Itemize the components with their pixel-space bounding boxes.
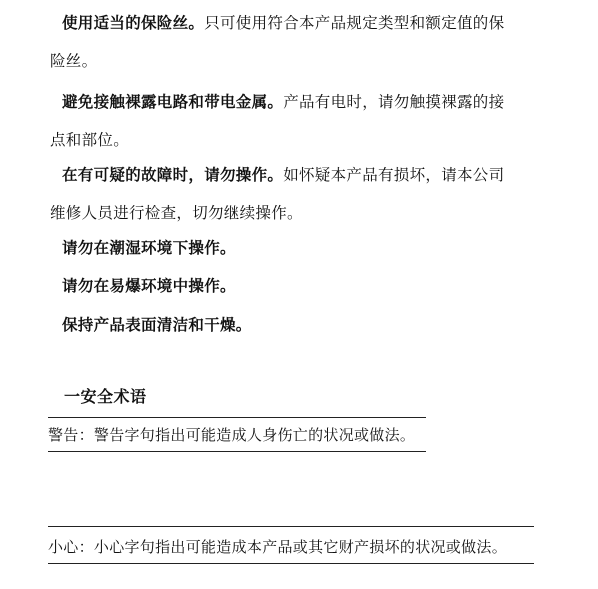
instruction-explosive-lead: 请勿在易爆环境中操作。	[62, 277, 236, 295]
instruction-suspected-fault	[50, 156, 550, 232]
instruction-clean-lead: 保持产品表面清洁和干燥。	[62, 316, 252, 334]
instruction-exposed-body: 产品有电时，请勿触摸裸露的接	[283, 93, 505, 111]
warning-term-text: 警告：警告字句指出可能造成人身伤亡的状况或做法。	[48, 426, 416, 444]
instruction-humid-lead: 请勿在潮湿环境下操作。	[62, 239, 236, 257]
instruction-exposed-circuits	[50, 83, 550, 159]
instruction-fuse	[50, 4, 550, 80]
instruction-fault-body-line2: 维修人员进行检查，切勿继续操作。	[50, 204, 303, 222]
instruction-explosive	[50, 267, 550, 305]
warning-top-rule	[48, 417, 426, 418]
instruction-clean-dry	[50, 306, 550, 344]
warning-bottom-rule	[48, 451, 426, 452]
instruction-fuse-body: 只可使用符合本产品规定类型和额定值的保	[204, 14, 505, 32]
instruction-fault-line1	[50, 156, 550, 194]
instruction-fault-body: 如怀疑本产品有损坏，请本公司	[283, 166, 505, 184]
instruction-exposed-line1	[50, 83, 550, 121]
instruction-fuse-line1	[50, 4, 550, 42]
instruction-fuse-lead: 使用适当的保险丝。	[62, 14, 205, 32]
instruction-exposed-body-line2: 点和部位。	[50, 131, 130, 149]
caution-term-text: 小心：小心字句指出可能造成本产品或其它财产损坏的状况或做法。	[48, 538, 508, 556]
instruction-exposed-lead: 避免接触裸露电路和带电金属。	[62, 93, 284, 111]
caution-top-rule	[48, 526, 534, 527]
instruction-fault-lead: 在有可疑的故障时，请勿操作。	[62, 166, 284, 184]
instruction-humid	[50, 229, 550, 267]
safety-terms-heading: 一安全术语	[64, 387, 147, 406]
caution-bottom-rule	[48, 563, 534, 564]
instruction-fuse-body-line2: 险丝。	[50, 52, 98, 70]
